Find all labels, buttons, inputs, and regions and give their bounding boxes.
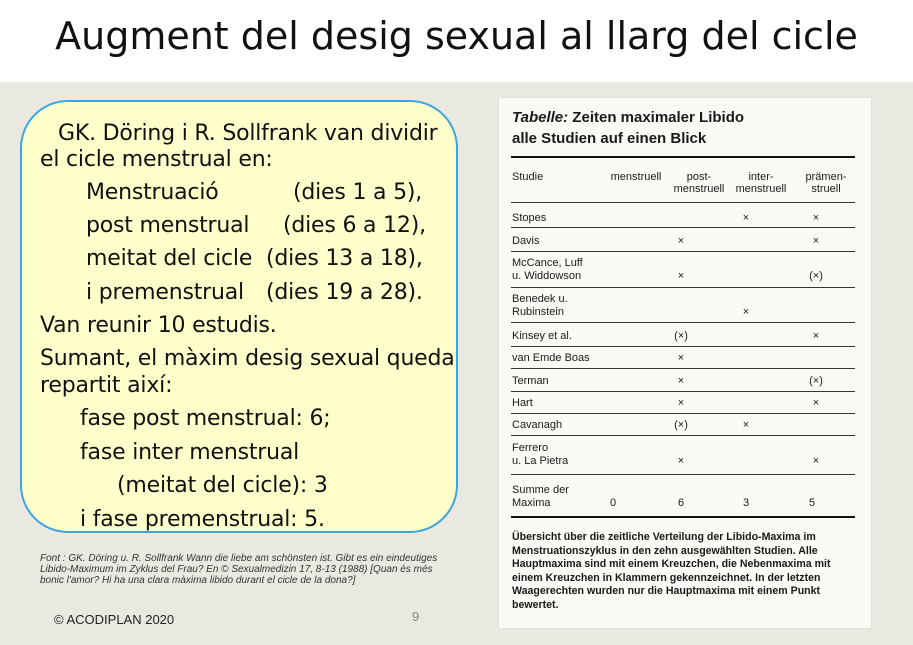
- study-name: Davis: [512, 235, 540, 247]
- copyright: © ACODIPLAN 2020: [54, 612, 175, 627]
- mark-cell: ×: [812, 212, 820, 224]
- sum-cell: 3: [742, 497, 750, 509]
- study-name: Benedek u.: [512, 293, 568, 305]
- mark-cell: ×: [677, 270, 685, 282]
- table-title: [512, 109, 744, 126]
- study-name: Maxima: [512, 497, 551, 509]
- mark-cell: (×): [674, 330, 688, 342]
- phase-post-days: (dies 6 a 12),: [283, 213, 426, 238]
- phase-mid-days: (dies 13 a 18),: [266, 246, 423, 271]
- table-rule: [511, 202, 855, 203]
- mark-cell: ×: [742, 419, 750, 431]
- result-pre: i fase premenstrual: 5.: [80, 507, 325, 532]
- sum-cell: 5: [808, 497, 816, 509]
- col-header-studie: Studie: [512, 171, 544, 183]
- table-rule: [511, 251, 855, 252]
- scanned-table: [498, 97, 872, 629]
- table-caption: Übersicht über die zeitliche Verteilung der Libido-Maxima im Menstruationszyklus in den zehn ausgewählten Studien. Alle Hauptmaxima sind mit einem Kreuzchen, die Nebenmaxima mit einem Kreuzchen in Klammern gekennzeichnet. In der letzten Waagerechten wurden nur die Hauptmaxima mit einem Punkt bewertet.: [512, 531, 831, 611]
- mark-cell: (×): [809, 375, 823, 387]
- bubble-line: repartit així:: [40, 373, 173, 398]
- col-header-inter-2: menstruell: [735, 183, 787, 195]
- table-rule: [511, 287, 855, 288]
- result-inter-detail: (meitat del cicle): 3: [117, 473, 328, 498]
- phase-menstrual-label: Menstruació: [86, 180, 219, 205]
- table-title-rest: Zeiten maximaler Libido: [568, 109, 745, 126]
- mark-cell: ×: [812, 397, 820, 409]
- result-inter: fase inter menstrual: [80, 440, 300, 465]
- phase-mid-label: meitat del cicle: [86, 246, 253, 271]
- mark-cell: ×: [812, 330, 820, 342]
- table-rule: [511, 322, 855, 323]
- col-header-inter-1: inter-: [748, 171, 774, 183]
- col-header-pre-1: prämen-: [805, 171, 847, 183]
- table-title-line2: alle Studien auf einen Blick: [512, 130, 707, 147]
- study-name: Ferrero: [512, 442, 549, 454]
- phase-pre-label: i premenstrual: [86, 280, 244, 305]
- study-name: Cavanagh: [512, 419, 563, 431]
- result-post: fase post menstrual: 6;: [80, 406, 331, 431]
- col-header-post-1: post-: [686, 171, 712, 183]
- sum-cell: 0: [609, 497, 617, 509]
- mark-cell: (×): [674, 419, 688, 431]
- mark-cell: ×: [677, 375, 685, 387]
- table-rule: [511, 156, 855, 158]
- col-header-post-2: menstruell: [673, 183, 725, 195]
- bubble-line: Van reunir 10 estudis.: [40, 313, 277, 338]
- study-name: u. La Pietra: [512, 455, 569, 467]
- study-name: Rubinstein: [512, 306, 564, 318]
- table-rule: [511, 227, 855, 228]
- bubble-line: Sumant, el màxim desig sexual queda: [40, 346, 455, 371]
- bubble-line: el cicle menstrual en:: [40, 147, 273, 172]
- col-header-menstruell: menstruell: [610, 171, 662, 183]
- phase-pre-days: (dies 19 a 28).: [266, 280, 423, 305]
- mark-cell: ×: [812, 455, 820, 467]
- table-rule: [511, 474, 855, 475]
- source-note: Font : GK. Döring u. R. Sollfrank Wann die liebe am schönsten ist. Gibt es ein eindeutiges Libido-Maximum im Zyklus del Frau? En © Sexualmedizin 17, 8-13 (1988) [Quan és més bonic l'amor? Hi ha una clara màxima libido durant el cicle de la dona?]: [40, 553, 438, 586]
- mark-cell: ×: [742, 212, 750, 224]
- mark-cell: ×: [677, 397, 685, 409]
- table-rule: [511, 391, 855, 392]
- table-title-italic: Tabelle:: [512, 109, 569, 126]
- study-name: Hart: [512, 397, 533, 409]
- study-name: Terman: [512, 375, 549, 387]
- table-rule: [511, 413, 855, 414]
- mark-cell: ×: [742, 306, 750, 318]
- table-rule: [511, 435, 855, 436]
- col-header-pre-2: struell: [811, 183, 841, 195]
- mark-cell: ×: [677, 455, 685, 467]
- table-rule: [511, 368, 855, 369]
- mark-cell: (×): [809, 270, 823, 282]
- mark-cell: ×: [677, 235, 685, 247]
- study-name: Summe der: [512, 484, 569, 496]
- page-number: 9: [412, 609, 420, 624]
- sum-cell: 6: [677, 497, 685, 509]
- study-name: Kinsey et al.: [512, 330, 572, 342]
- phase-menstrual-days: (dies 1 a 5),: [293, 180, 423, 205]
- table-rule: [511, 346, 855, 347]
- mark-cell: ×: [812, 235, 820, 247]
- mark-cell: ×: [677, 352, 685, 364]
- table-rule: [511, 516, 855, 518]
- study-name: Stopes: [512, 212, 547, 224]
- slide-title: Augment del desig sexual al llarg del cicle: [55, 14, 858, 58]
- study-name: McCance, Luff: [512, 257, 583, 269]
- phase-post-label: post menstrual: [86, 213, 250, 238]
- study-name: u. Widdowson: [512, 270, 582, 282]
- bubble-line: GK. Döring i R. Sollfrank van dividir: [58, 121, 438, 146]
- study-name: van Emde Boas: [512, 352, 590, 364]
